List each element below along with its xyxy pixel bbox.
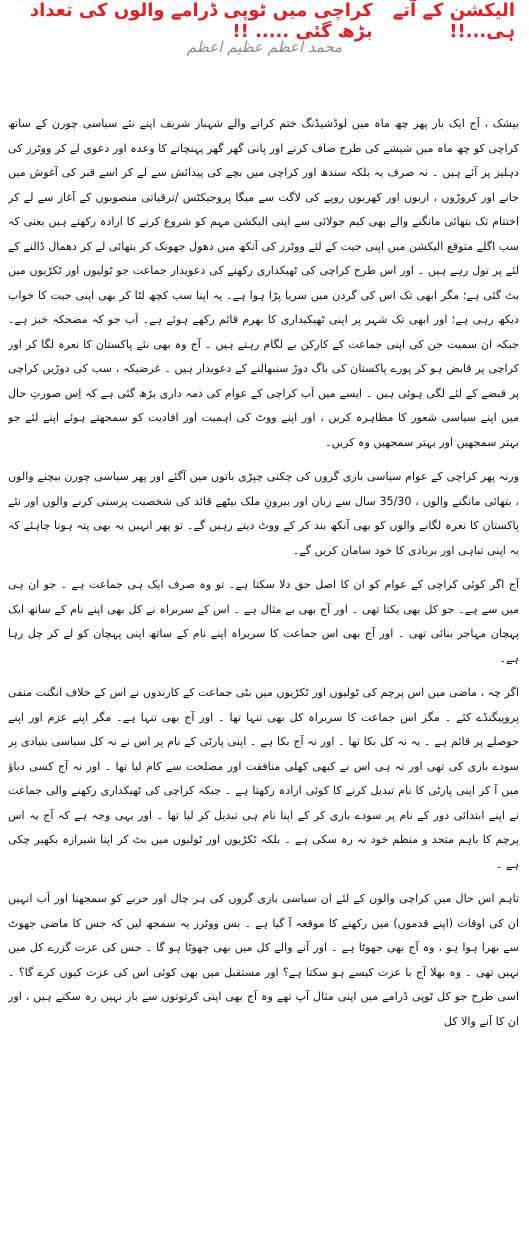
headline [14, 0, 515, 42]
headline-part-1: الیکشن کے آتے ہی...!! [392, 0, 515, 42]
article-paragraph-1: بیشک ، آج ایک بار پھر چھ ماہ میں لوڈشیڈنگ ختم کرانے والے شہباز شریف اپنے نئے سیاسی چورن کے ساتھ کراچی کو چھ ماہ میں شیشے کی طرح صاف کرنے اور پانی گھر گھر پہنچانے کا وعدہ اور دعوی لے کر ووٹرز کی دہلیز پر آئے ہیں ۔ نہ صرف یہ بلکہ سندھ اور کراچی میں بچے کی پیدائش سے لے کر اسے قبر کی آغوش میں جانے اور کروڑوں ، اربوں اور کھربوں روپے کی لاگت سے میگا پروجیکٹس /ترقیاتی منصوبوں کے آغاز سے لے کر اختتام تک بتھائی مانگنے والے بھی کیم جولائی سے اپنی الیکشن مہم کو شروع کرنے کا ارادہ رکھتے ہیں یعنی کہ سب اگلے متوقع الیکشن میں اپنی جیت کے لئے ووٹرز کی آنکھ میں دھول جھونک کر بتھائی لے کر دھمال ڈالنے کے لئے پر تول رہے ہیں ۔ اور اس طرح کراچی کی ٹھیکداری رکھنے کی دعویدار جماعت جو ٹولیوں اور ٹکڑیوں میں بٹ گئی ہے؛ مگر ابھی تک اس کی گردن میں سریا پڑا ہوا ہے۔ یہ اپنا سب کچھ لٹا کر بھی اپنی جیت کا خواب دیکھ رہی ہے؛ اور ابھی تک شہر پر اپنی ٹھیکیداری کا بھرم قائم رکھے ہوئے ہے۔ اَب جو کہ مضحکہ خیز ہے۔ جبکہ ان سمیت جن کی اپنی جماعت کے کارکن بے لگام رہتے ہیں ۔ آج وہ بھی نئے پاکستان کا نعرہ لگا کر اور کراچی پر قابض ہو کر پورے پاکستان کی باگ دوڑ سنبھالنے کے دعویدار ہیں ۔ غرضیکہ ، سب کی دوڑیں کراچی پر قبضے کے لئے لگی ہوئی ہیں ۔ ایسے میں اَب کراچی کے عوام کی ذمہ داری بڑھ گئی ہے کہ اِس صورتِ حال میں اپنے سیاسی شعور کا مظاہرہ کریں ، اور اپنے ووٹ کی اہمیت اور افادیت کو سمجھتے ہوئے اپنے لئے جو بہتر سمجھیں اور بہتر سمجھیں وہ کریں۔ [8, 117, 519, 449]
article-paragraph-2: ورنہ پھر کراچی کے عوام سیاسی بازی گروں کی چکنی چپڑی باتوں میں آگئے اور پھر سیاسی چورن بیچنے والوں ، بتھائی مانگنے والوں ، 35/30 سال سے زبان اور بیرونِ ملک بیٹھے قائد کی شخصیت پرستی کرنے والوں اور نئے پاکستان کا نعرہ لگانے والوں کو بھی آنکھ بند کر کے ووٹ دیتے رہیں گے۔ تو پھر انہیں یہ بھی پتہ ہونا چاہئے کہ یہ اپنی تباہی اور بربادی کا خود سامان کریں گے۔ [8, 470, 519, 557]
headline-part-2: کراچی میں ٹوپی ڈرامے والوں کی تعداد بڑھ گئی ..... !! [29, 0, 373, 42]
author-byline: محمد اعظم عظیم اعظم [186, 38, 343, 56]
article-paragraph-3: آج اگر کوئی کراچی کے عوام کو ان کا اصل حق دلا سکتا ہے۔ تو وہ صرف ایک ہی جماعت ہے ۔ جو ان ہی میں سے ہے۔ جو کل بھی یکتا تھی ۔ اور آج بھی بے مثال ہے ۔ اس کے سربراہ نے کل بھی اپنے نام کے ساتھ ایک پہچان مہاجر بنائی تھی ۔ اور آج بھی اس جماعت کا سربراہ اپنے نام کے ساتھ اپنی پہچان کو لے کر چل رہا ہے۔ [8, 578, 519, 665]
article-body [8, 112, 519, 1252]
article-paragraph-5: تاہم اس حال میں کراچی والوں کے لئے ان سیاسی بازی گروں کی ہر چال اور حربے کو سمجھنا اور اَب انہیں ان کی اوقات (اپنے قدموں) میں رکھنے کا موقعہ آ گیا ہے ۔ بس ووٹرز یہ سمجھ لیں کہ جس کا ماضی جھوٹ سے بھرا ہوا ہو ، وہ آج بھی جھوٹا ہے ۔ اور آنے والے کل میں بھی جھوٹا ہو گا ۔ جس کی عزت گزرے کل میں نہیں تھی ۔ وہ بھلا آج با عزت کیسے ہو سکتا ہے؟ اور مستقبل میں بھی کوئی اس کی عزت کیوں کرے گا؟ ۔ اسی طرح جو کل ٹوپی ڈرامے میں اپنی مثال آپ تھے وہ آج بھی اپنی کرتوتوں سے باز نہیں رہ سکتے ہیں ، اور ان کا آنے والا کل [8, 892, 519, 1028]
article-paragraph-4: اگر چہ ، ماضی میں اس پرچم کی ٹولیوں اور ٹکڑیوں میں بٹی جماعت کے کارندوں نے اس کے خلاف انگنت منفی پروپیگنڈے کئے ۔ مگر اس جماعت کا سربراہ کل بھی تنہا تھا ۔ اور آج بھی تنہا ہے۔ مگر اپنے عزم اور اپنے حوصلے پر قائم ہے ۔ یہ نہ کل بکا تھا ۔ اور نہ آج بکا ہے ۔ اپنی پارٹی کے نام پر اس نے نہ کل سیاسی بنیادی پر سودے بازی کی تھی اور نہ ہی اس نے کبھی کھلی منافقت اور مصلحت سے کام لیا تھا ۔ اور نہ آج کسی دباؤ میں آ کر اپنی پارٹی کا نام تبدیل کرنے کا کوئی ارادہ رکھتا ہے ۔ جبکہ کراچی کی ٹھیکداری رکھنے والی جماعت نے اپنے ابتدائی دور کے نام پر سودے بازی کر کے اپنا نام ہی تبدیل کر لیا تھا ۔ اور یہی وجہ ہے کہ آج یہ اس پرچم کا باہم متحد و منظم خود نہ رہ سکی ہے ۔ بلکہ ٹکڑیوں اور ٹولیوں میں بٹ کر اپنا شیرازہ بکھیر چکی ہے ۔ [8, 686, 519, 871]
